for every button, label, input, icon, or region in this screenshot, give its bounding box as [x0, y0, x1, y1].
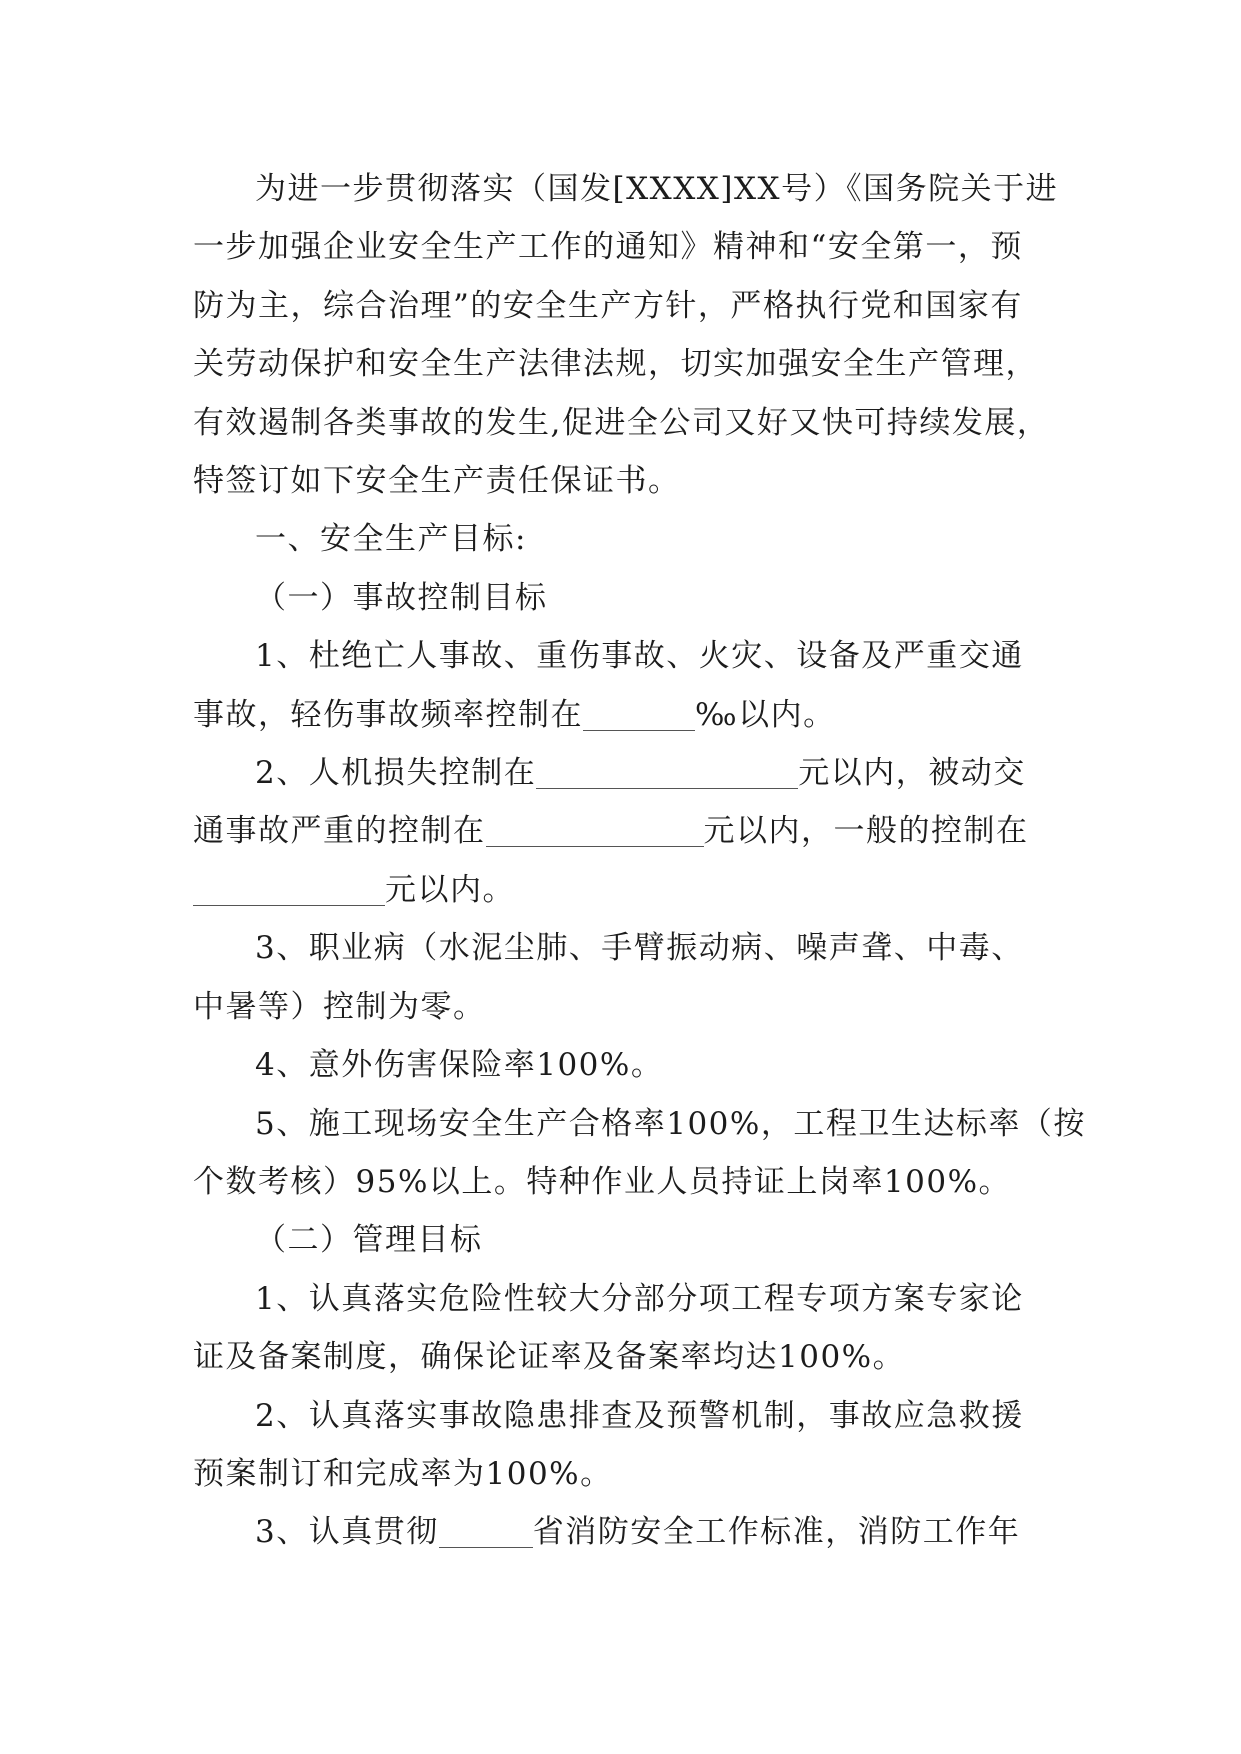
- subsection-heading-text: （二）管理目标: [255, 1222, 483, 1259]
- list-item: [193, 744, 1050, 802]
- list-item-cont: [193, 1328, 1050, 1386]
- text-segment: 2、人机损失控制在: [255, 755, 537, 792]
- text-segment: 通事故严重的控制在: [193, 813, 486, 850]
- list-item-line: 5、施工现场安全生产合格率100%，工程卫生达标率（按: [255, 1105, 1086, 1142]
- document-body: [193, 160, 1086, 1562]
- intro-line: 防为主，综合治理”的安全生产方针，严格执行党和国家有: [193, 287, 1023, 324]
- list-item-line: [193, 1503, 1050, 1561]
- fill-in-blank: [583, 700, 695, 731]
- intro-line: 有效遏制各类事故的发生,促进全公司又好又快可持续发展，: [193, 404, 1050, 441]
- list-item: [193, 1095, 1086, 1153]
- intro-line: 特签订如下安全生产责任保证书。: [193, 463, 681, 500]
- fill-in-blank: [486, 816, 704, 847]
- list-item-line: 中暑等）控制为零。: [193, 988, 486, 1025]
- list-item-cont: [193, 802, 1050, 919]
- text-segment: 元以内。: [385, 871, 515, 908]
- text-segment: 省消防安全工作标准，消防工作年: [532, 1514, 1021, 1551]
- fill-in-blank: [536, 758, 798, 789]
- list-item: [193, 1270, 1050, 1328]
- list-item-line: [193, 861, 1050, 919]
- list-item: [193, 1503, 1050, 1561]
- list-item-line: [193, 802, 1050, 860]
- list-item-line: 个数考核）95%以上。特种作业人员持证上岗率100%。: [193, 1163, 1012, 1200]
- subsection-heading: [193, 1211, 1050, 1269]
- list-item-line: 2、认真落实事故隐患排查及预警机制，事故应急救援: [255, 1397, 1024, 1434]
- intro-paragraph: [193, 160, 1059, 218]
- list-item-cont: [193, 686, 1050, 744]
- list-item: [193, 919, 1050, 977]
- section-heading-text: 一、安全生产目标:: [255, 521, 527, 558]
- list-item-line: [193, 686, 1050, 744]
- subsection-heading-text: （一）事故控制目标: [255, 579, 548, 616]
- intro-line: 关劳动保护和安全生产法律法规，切实加强安全生产管理，: [193, 346, 1038, 383]
- text-segment: 元以内，被动交: [798, 755, 1026, 792]
- section-heading: [193, 510, 1050, 568]
- intro-paragraph-cont: [193, 218, 1050, 510]
- list-item: [193, 1387, 1050, 1445]
- intro-line: 为进一步贯彻落实（国发[XXXX]XX号）《国务院关于进: [255, 171, 1059, 207]
- text-segment: 3、认真贯彻: [255, 1514, 439, 1551]
- list-item-line: 4、意外伤害保险率100%。: [255, 1047, 664, 1084]
- fill-in-blank: [439, 1517, 533, 1548]
- list-item-line: 1、认真落实危险性较大分部分项工程专项方案专家论: [255, 1280, 1024, 1317]
- intro-line: 一步加强企业安全生产工作的通知》精神和“安全第一，预: [193, 229, 1023, 266]
- list-item-line: 1、杜绝亡人事故、重伤事故、火灾、设备及严重交通: [255, 638, 1024, 675]
- list-item: [193, 627, 1050, 685]
- list-item: [193, 1036, 1050, 1094]
- subsection-heading: [193, 569, 1050, 627]
- list-item-cont: [193, 978, 1050, 1036]
- list-item-line: 预案制订和完成率为100%。: [193, 1455, 613, 1492]
- text-segment: 事故，轻伤事故频率控制在: [193, 696, 583, 733]
- list-item-line: 证及备案制度，确保论证率及备案率均达100%。: [193, 1339, 906, 1376]
- text-segment: 元以内，一般的控制在: [703, 813, 1029, 850]
- list-item-cont: [193, 1445, 1050, 1503]
- text-segment: ‰以内。: [695, 696, 836, 733]
- list-item-cont: [193, 1153, 1050, 1211]
- list-item-line: 3、职业病（水泥尘肺、手臂振动病、噪声聋、中毒、: [255, 930, 1024, 967]
- fill-in-blank: [193, 875, 385, 906]
- list-item-line: [193, 744, 1050, 802]
